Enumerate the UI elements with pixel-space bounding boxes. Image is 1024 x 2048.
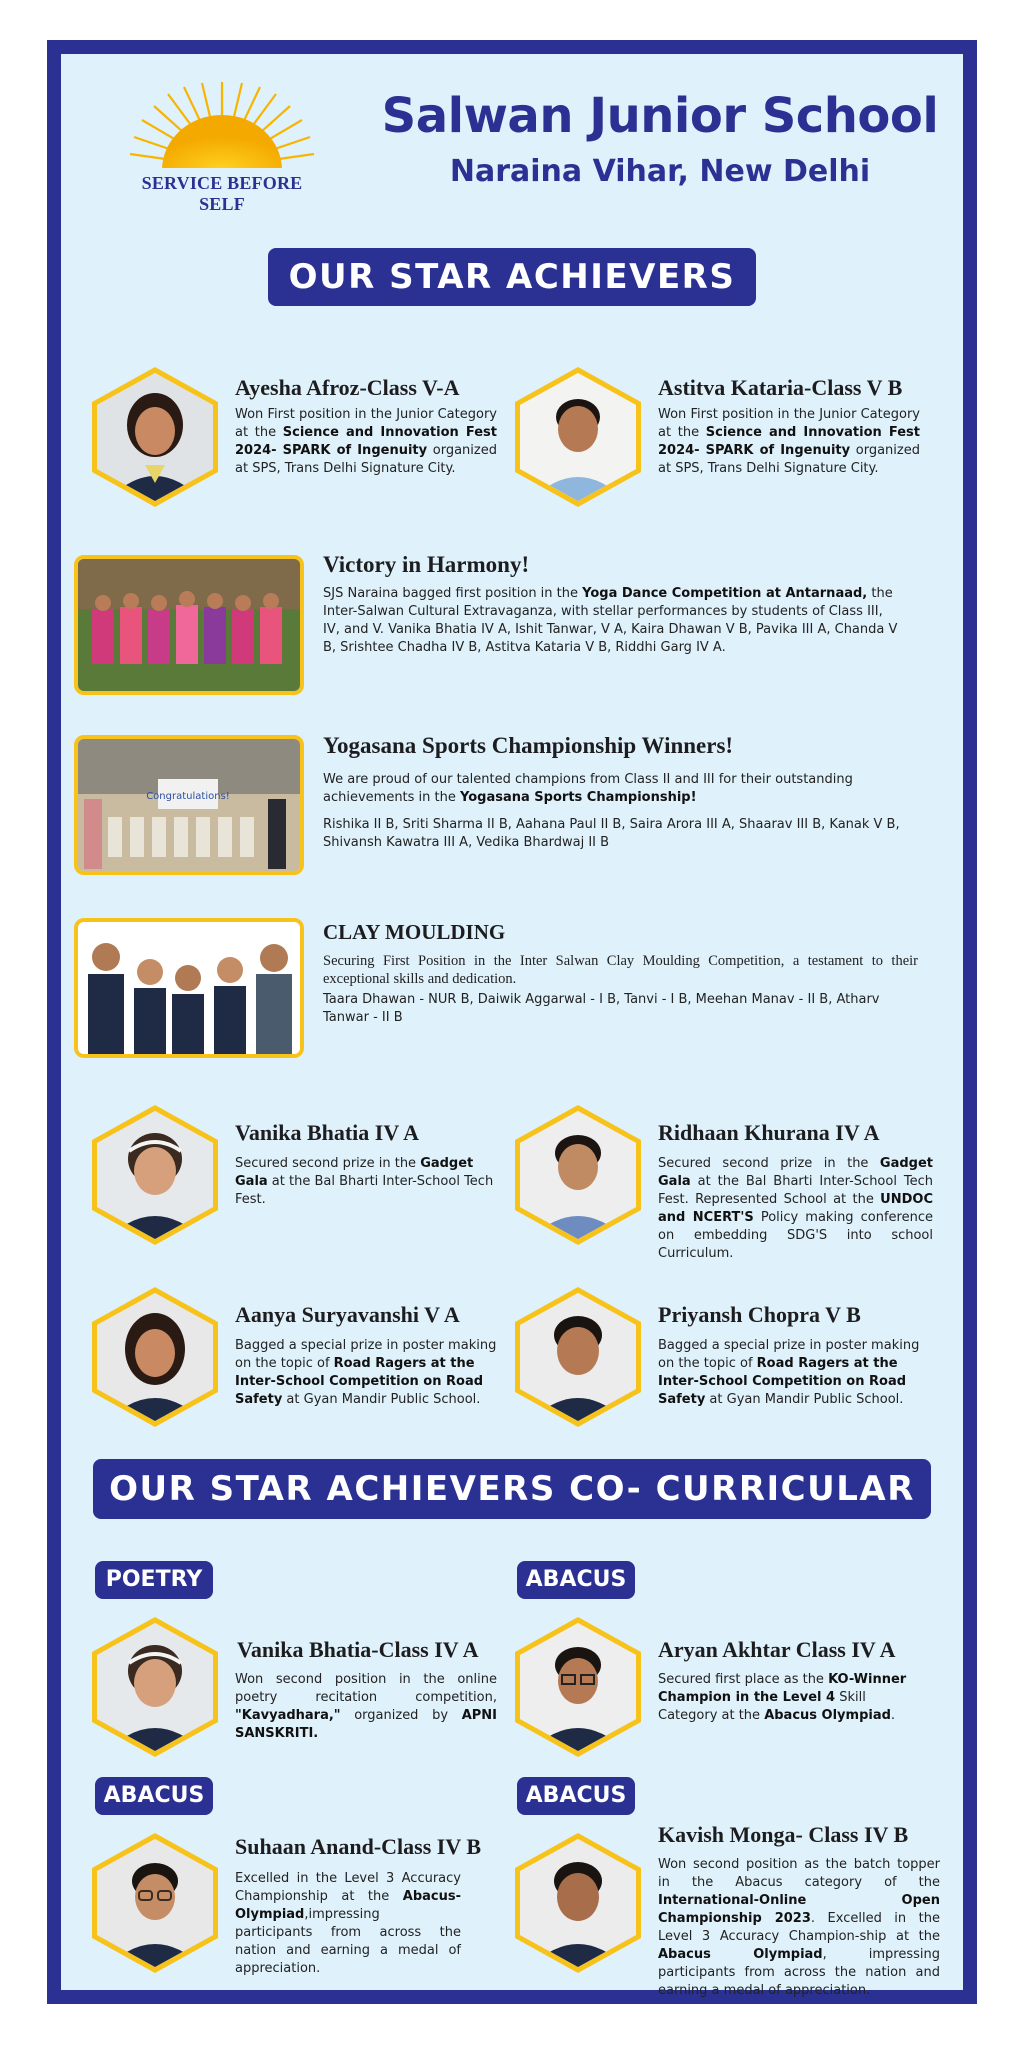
abacus-tag-kavish: ABACUS [517,1777,635,1815]
aryan-name: Aryan Akhtar Class IV A [658,1637,896,1662]
kavish-description: Won second position as the batch topper in the Abacus category of the International-Online Open Championship 2023. Excelled in the Level 3 Accuracy Champion-ship at the Abacus Olympiad, impressing participants from across the nation and earning a medal of appreciation. [658,1857,941,1998]
ridhaan-name: Ridhaan Khurana IV A [658,1120,880,1145]
harmony-description: SJS Naraina bagged first position in the Yoga Dance Competition at Antarnaad, the Inter-Salwan Cultural Extravaganza, with stellar performances by students of Class III, IV, and V. Vanika Bhatia IV A, Ishit Tanwar, V A, Kaira Dhawan V B, Pavika III A, Chanda V B, Srishtee Chadha IV B, Astitva Kataria V B, Riddhi Garg IV A. [323,586,898,655]
astitva-photo [515,367,641,507]
svg-text:Congratulations!: Congratulations! [146,791,230,802]
priyansh-name: Priyansh Chopra V B [658,1302,861,1327]
clay-description: Securing First Position in the Inter Salwan Clay Moulding Competition, a testament to their exceptional skills and dedication. [323,953,918,987]
co-vanika-photo [92,1617,218,1757]
priyansh-description: Bagged a special prize in poster making on the topic of Road Ragers at the Inter-School Competition on Road Safety at Gyan Mandir Public School. [658,1338,920,1407]
ridhaan-photo [515,1105,641,1245]
aanya-description: Bagged a special prize in poster making on the topic of Road Ragers at the Inter-School Competition on Road Safety at Gyan Mandir Public School. [235,1338,497,1407]
aanya-photo [92,1287,218,1427]
aanya-name: Aanya Suryavanshi V A [235,1302,460,1327]
suhaan-photo [92,1833,218,1973]
star-achievers-banner: OUR STAR ACHIEVERS [268,248,756,306]
astitva-description: Won First position in the Junior Category at the Science and Innovation Fest 2024- SPARK of Ingenuity organized at SPS, Trans Delhi Signature City. [658,407,920,476]
ayesha-photo [92,367,218,507]
ayesha-name: Ayesha Afroz-Class V-A [235,375,460,400]
clay-group-photo [74,918,304,1058]
vanika-description: Secured second prize in the Gadget Gala at the Bal Bharti Inter-School Tech Fest. [235,1156,494,1207]
harmony-group-photo [74,555,304,695]
harmony-title: Victory in Harmony! [323,552,530,577]
suhaan-name: Suhaan Anand-Class IV B [235,1834,481,1859]
ridhaan-description: Secured second prize in the Gadget Gala at the Bal Bharti Inter-School Tech Fest. Represented School at the UNDOC and NCERT'S Policy making conference on embedding SDG'S into school Curriculum. [658,1156,933,1261]
school-name: Salwan Junior School [381,88,939,144]
yogasana-title: Yogasana Sports Championship Winners! [323,733,734,758]
co-curricular-banner: OUR STAR ACHIEVERS CO- CURRICULAR [93,1459,931,1519]
co-vanika-name: Vanika Bhatia-Class IV A [237,1637,479,1662]
clay-winners: Taara Dhawan - NUR B, Daiwik Aggarwal - I B, Tanvi - I B, Meehan Manav - II B, Atharv Tanwar - II B [323,992,880,1025]
poetry-tag: POETRY [95,1561,213,1599]
school-motto: SERVICE BEFORE SELF [141,173,303,214]
suhaan-description: Excelled in the Level 3 Accuracy Championship at the Abacus-Olympiad,impressing participants from across the nation and earning a medal of appreciation. [235,1871,461,1976]
astitva-name: Astitva Kataria-Class V B [658,375,903,400]
priyansh-photo [515,1287,641,1427]
aryan-description: Secured first place as the KO-Winner Champion in the Level 4 Skill Category at the Abacus Olympiad. [658,1672,907,1723]
yogasana-description: We are proud of our talented champions from Class II and III for their outstanding achievements in the Yogasana Sports Championship! [323,772,853,805]
abacus-tag-suhaan: ABACUS [95,1777,213,1815]
aryan-photo [515,1617,641,1757]
school-location: Naraina Vihar, New Delhi [449,154,871,189]
ayesha-description: Won First position in the Junior Category at the Science and Innovation Fest 2024- SPARK of Ingenuity organized at SPS, Trans Delhi Signature City. [235,407,497,476]
co-vanika-description: Won second position in the online poetry recitation competition, "Kavyadhara," organized by APNI SANSKRITI. [235,1672,497,1741]
abacus-tag-aryan: ABACUS [517,1561,635,1599]
sun-logo-icon [122,82,322,172]
vanika-name: Vanika Bhatia IV A [235,1120,420,1145]
clay-title: CLAY MOULDING [323,920,506,944]
kavish-name: Kavish Monga- Class IV B [658,1822,909,1847]
yogasana-group-photo [74,735,304,875]
vanika-photo [92,1105,218,1245]
kavish-photo [515,1833,641,1973]
yogasana-winners: Rishika II B, Sriti Sharma II B, Aahana Paul II B, Saira Arora III A, Shaarav III B, Kanak V B, Shivansh Kawatra III A, Vedika Bhardwaj II B [323,817,900,850]
